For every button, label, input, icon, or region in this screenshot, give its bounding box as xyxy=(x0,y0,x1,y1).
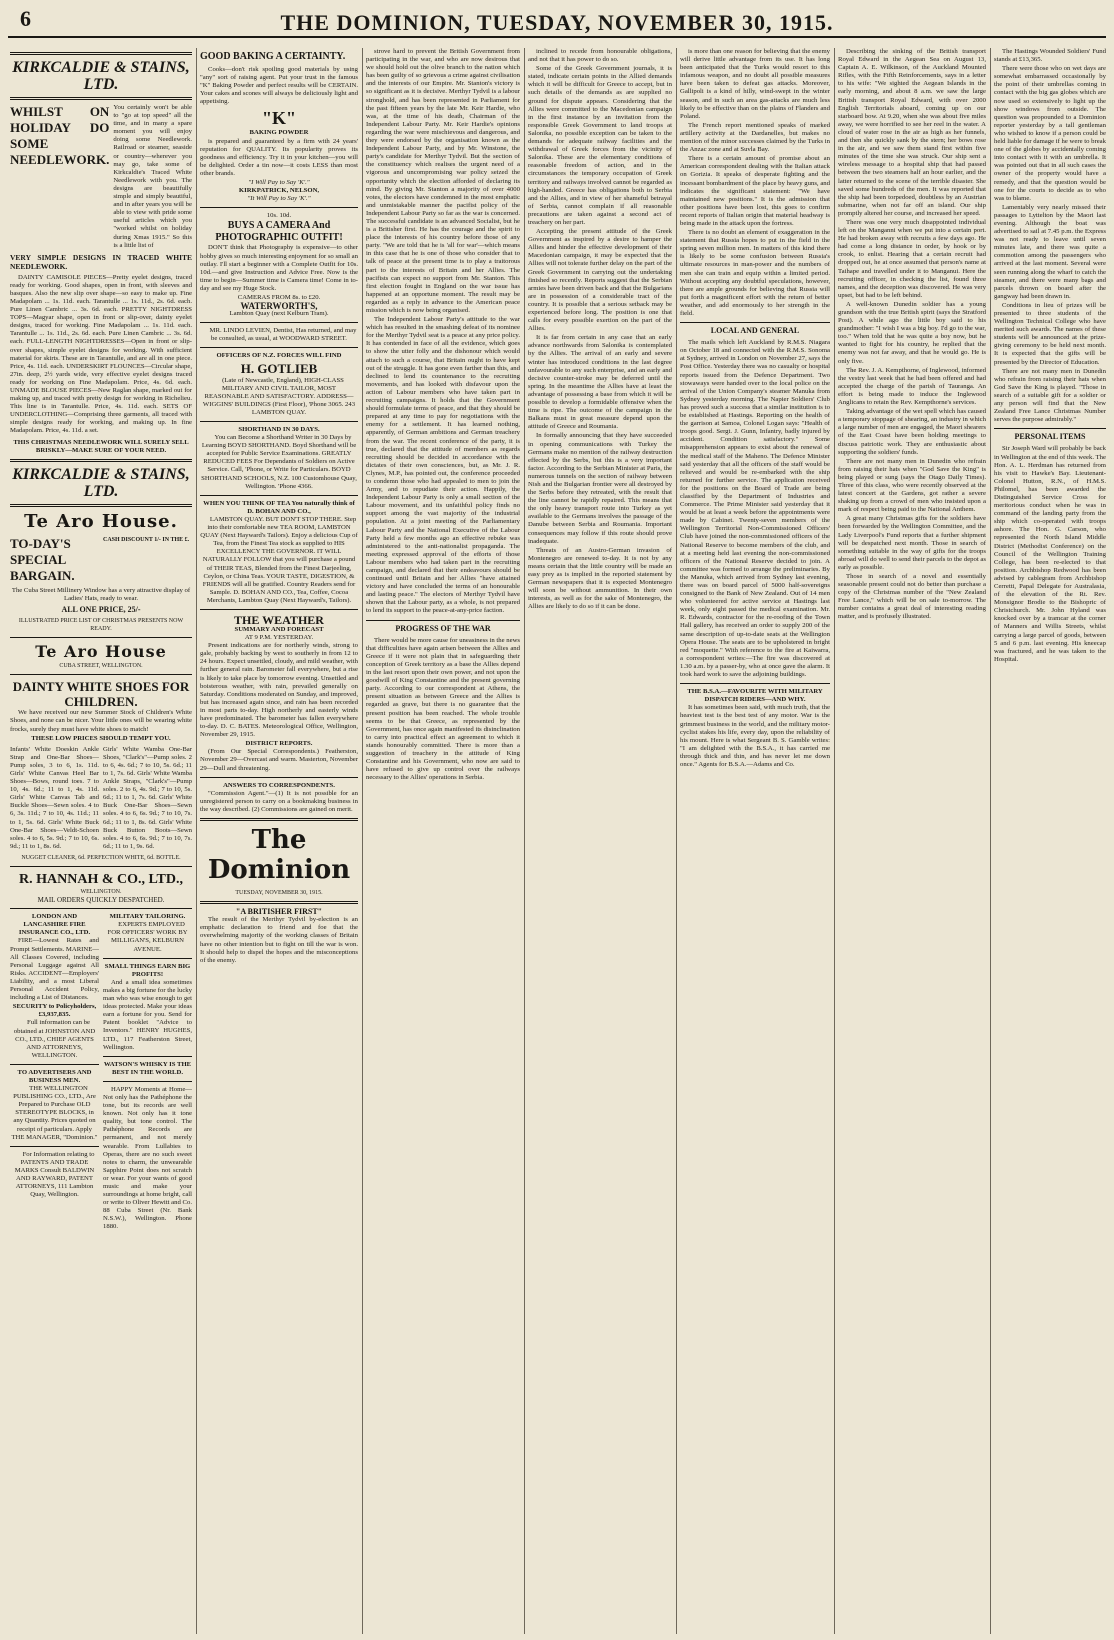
gorizia: There is a certain amount of promise about an American correspondent dealing with the Italian attack on Gorizia. It speaks of desperate fighting and the incessant bombardment of the place by heavy guns, and indicates the significant statement: "We have maintained new positions." It is the admission that other positions have been lost, this goes to confirm recent reports of Italian origin that material headway is being made in the attack upon the fortress. xyxy=(680,155,830,227)
royal-edward: Describing the sinking of the British transport Royal Edward in the Aegean Sea on August 13, Captain A. E. Wilkinson, of the Auckland Mounted Rifles, with the Fifth Reinforcements, says in a letter to his wife: "We sighted the Aegean Islands in the early morning, and about 8 a.m. we saw the large British transport Royal Edward, with over 2000 English Territorials aboard, coming up on our starboard bow. At 9.20, when she was about five miles away, we were horrified to see her reel in the water. A cloud of water rose in the air as high as her funnels, and then she quickly sank by the stern; her bows rose in the air, and we saw them stand first within five minutes of the time she was struck. Our ship sent a wireless message to a hospital ship that had passed between the two steamers half an hour earlier, and the latter returned to the scene of the terrible disaster. She saved some hundreds of the men. It was reported that the ship had been torpedoed, doubtless by an Austrian submarine, when not far off an island. Our ship promptly altered her course, and increased her speed. xyxy=(838,48,986,217)
correspondents-heading: ANSWERS TO CORRESPONDENTS. xyxy=(223,781,335,789)
progress-body: There would be more cause for uneasiness in the news that difficulties have again arisen between the Allies and Greece if it were not plain that in safeguarding their conception of Greek territory as a base the Allies depend in the last resort upon their own power, and not upon the goodwill of King Constantine and the present governing party. According to our correspondent at Athens, the present situation as between Greece and the Allies is regarded as grave, but there is no guarantee that the present position has been reached. The whole trouble seems to be that Greece, as represented by the Government, has once again manifested its disinclination to carry into practical effect an agreement to which it stands honourably committed. There is more than a suggestion of treachery in the attitude of King Constantine and his Government, who now are said to have refused to give up control over the railways necessary to the Allies' operations in Serbia. xyxy=(366,636,520,782)
personal-body: Sir Joseph Ward will probably be back in Wellington at the end of this week. The Hon. A. L. Herdman has returned from his visit to Hawke's Bay. Lieutenant-Colonel Hutton, R.N., of H.M.S. Philomel, has been awarded the Distinguished Service Cross for meritorious conduct when he was in command of the landing party from the ship which co-operated with troops ashore. The Hon. G. Carson, who represented the North Island Middle District (Methodist Conference) on the Council of the Wellington Training College, has been re-elected to that position. Archbishop Redwood has been advised by cablegram from Archbishop Cerretti, Papal Delegate for Australasia, of the elevation of the Rt. Rev. Monsignor Brodie to the Bishopric of Christchurch. Mr. John Hyland was knocked over by a tramcar at the corner of Manners and Willis Streets, whilst carrying a large parcel of goods, between 5 and 6 p.m. last evening. His kneecap was fractured, and he was taken to the Hospital. xyxy=(994,445,1106,663)
levien-ad: MR. LINDO LEVIEN, Dentist, Has returned, and may be consulted, as usual, at WOODWARD STREET. xyxy=(209,327,357,343)
k-slogan: "I Will Pay to Say 'K'." xyxy=(248,179,310,187)
k-brand: "K" xyxy=(262,108,296,129)
divider xyxy=(10,459,192,462)
insurance-info: Full information can be obtained at JOHNSTON AND CO., LTD., CHIEF AGENTS AND ATTORNEYS, WELLINGTON. xyxy=(13,1019,96,1059)
camera-price-pre: 10s. 10d. xyxy=(266,212,292,220)
christmas-gifts: A great many Christmas gifts for the soldiers have been forwarded by the Wellington Committee, and the Lady Liverpool's Fund reports that a further shipment will be despatched next month. Those in search of something suitable in the way of gifts for the troops abroad will do well to send their parcels to the depot as early as possible. xyxy=(838,515,986,571)
district-body: (From Our Special Correspondents.) Featherston, November 29—Overcast and warm. Masterton, November 29—Dull and threatening. xyxy=(200,748,358,772)
dunedin-hats: There are not many men in Dunedin who refrain from raising their hats when God Save the King is played. "Those in search of a suitable gift for a soldier or any person will find that the New Zealand Free Lance Christmas Number serves the purpose admirably." xyxy=(994,367,1106,424)
divider xyxy=(200,609,358,610)
progress-heading: PROGRESS OF THE WAR xyxy=(395,623,491,633)
divider xyxy=(680,683,830,684)
nugget-line: NUGGET CLEANER, 6d. PERFECTION WHITE, 6d. BOTTLE. xyxy=(21,854,181,861)
kirkpatrick: KIRKPATRICK, NELSON, xyxy=(238,187,320,195)
divider xyxy=(10,1064,99,1065)
divider xyxy=(103,958,192,959)
local-heading: LOCAL AND GENERAL xyxy=(710,326,800,336)
cuba-street: CUBA STREET, WELLINGTON. xyxy=(59,663,143,670)
divider xyxy=(10,674,192,675)
correspondents-body: "Commission Agent."—(1) It is not possible for an unregistered person to carry on a bookmaking business in the way described. (2) Commissions are gained on merit. xyxy=(200,789,358,813)
editorial-heading: "A BRITISHER FIRST" xyxy=(235,907,323,917)
column-6 xyxy=(838,48,986,1634)
divider xyxy=(994,428,1106,429)
free-lance: Those in search of a novel and essentially seasonable present could not do better than purchase a copy of the Christmas number of the "New Zealand Free Lance," which will be on sale to-morrow. The number contains a great deal of interesting reading matter, and is profusely illustrated. xyxy=(838,573,986,621)
divider xyxy=(200,818,358,821)
camera-heading: BUYS A CAMERA And PHOTOGRAPHIC OUTFIT! xyxy=(215,220,343,244)
divider xyxy=(200,495,358,496)
shoes-heading: DAINTY WHITE SHOES FOR CHILDREN. xyxy=(12,679,190,710)
technical-college: Conditions in lieu of prizes will be presented to three students of the Wellington Technical College who have merited such awards. The names of these students will be announced at the prize-giving ceremony to be held next month. It is expected that the gifts will be presented by the Director of Education. xyxy=(994,301,1106,366)
baking-heading: GOOD BAKING A CERTAINTY. xyxy=(200,51,346,62)
kirkcaldie-title: KIRKCALDIE & STAINS, LTD. xyxy=(12,59,190,93)
gotlieb-name: H. GOTLIEB xyxy=(240,360,318,376)
page-number: 6 xyxy=(20,6,31,31)
divider xyxy=(200,777,358,778)
hastings-fund: The Hastings Wounded Soldiers' Fund stands at £13,365. xyxy=(994,48,1106,64)
column-4 xyxy=(528,48,672,1634)
waterworth: WATERWORTH'S, xyxy=(240,301,318,312)
gotlieb-body: (Late of Newcastle, England), HIGH-CLASS MILITARY AND CIVIL TAILOR, MOST REASONABLE AND SATISFACTORY. ADDRESS—WIGGINS' BUILDINGS (First Floor), 'Phone 3065. 243 LAMBTON QUAY. xyxy=(202,376,356,416)
camera-body: DON'T think that Photography is expensive—to other hobby gives so much interesting enjoyment for so small an outlay. I'll start a beginner with a Complete Outfit for 10s. 10d.—and give Instruction and Advice Free. Now is the time to begin—Summer time is Camera time! Come in to-day and see my Huge Stock. xyxy=(200,244,358,292)
kirkcaldie-title-2: KIRKCALDIE & STAINS, LTD. xyxy=(12,465,190,500)
column-1 xyxy=(10,48,192,1634)
k-body: is prepared and guaranteed by a firm with 24 years' reputation for QUALITY. Its popularity proves its goodness and efficiency. Try it in your kitchen—you will be delighted. Order a tin now—it costs LESS than most other brands. xyxy=(200,137,358,177)
tea-body: LAMBTON QUAY. BUT DON'T STOP THERE. Step into their comfortable new TEA ROOM, LAMBTON QUAY (Next Hayward's Tailors). Enjoy a delicious Cup of Tea, from the Finest Tea stock as supplied to HIS EXCELLENCY THE GOVERNOR. IT WILL NATURALLY FOLLOW that you will purchase a pound of THEIR TEAS, Blended from the Finest Darjeeling, Ceylon, or China Teas. YOUR TASTE, DIGESTION, & FRIENDS will all be gratified. Country Readers send for Sample. D. BOHAN AND CO., Tea, Coffee, Cocoa Merchants, Lambton Quay (Next Hayward's, Tailors). xyxy=(200,515,358,604)
weather-subheading: SUMMARY AND FORECAST xyxy=(234,625,324,633)
montenegro: Threats of an Austro-German invasion of Montenegro are renewed to-day. It is not by any means certain that the little country will be made an easy prey as is implied in the reported statement by German newspapers that it is expected Montenegro will soon be without ammunition. In their own interests, as well as for the sake of Montenegro, the Allies are likely to do so if it can be done. xyxy=(528,546,672,611)
divider xyxy=(200,347,358,348)
manganui-recruit: There was one very much disappointed individual left on the Manganni when we put into a certain port. He had broken away with recruits a few days ago. He had come a long distance in order, by hook or by crook, to enlist. Hearing that a certain recruit had dropped out, he at once assumed that person's name at Taihape and travelled under it to Manganui. Here the recruiting officer, in checking the list, found three names, and the deception was discovered. He was very upset, but had to be left behind. xyxy=(838,218,986,299)
k-slogan-2: "It Will Pay to Say 'K'." xyxy=(247,195,311,203)
grandson: A well-known Dunedin soldier has a young grandson with the true British spirit (says the Stratford Post). A while ago the little boy said to his grandmother: "I wish I was a big boy. I'd go to the war, too." When told that he was quite a boy now, but he wanted to fight for his country, he replied that the enemy was not far away, and that he would go. He is only five. xyxy=(838,300,986,365)
column-rule xyxy=(196,48,197,1634)
hannah-sub: WELLINGTON. xyxy=(80,889,122,895)
divider xyxy=(10,866,192,867)
divider xyxy=(200,901,358,904)
k-subtitle: BAKING POWDER xyxy=(249,129,309,137)
turkey-communications: In formally announcing that they have succeeded in opening communications with Turkey the Germans make no mention of the railway destruction effected by the Serbs, but this is a very important factor. According to the Serbian Minister at Paris, the numerous tunnels on the section of railway between Nish and the Bulgarian frontier were all destroyed by the Serbs before they retreated, with the result that the line cannot be rapidly repaired. This means that the only heavy transport route into Turkey as yet available to the Germans involves the passage of the Danube between Serbia and Roumania. Important consequences may follow if this route should prove inadequate. xyxy=(528,432,672,545)
cash-discount: CASH DISCOUNT 1/- IN THE £. xyxy=(103,536,190,543)
weather-body: Present indications are for northerly winds, strong to gale, probably backing by west to southerly in from 12 to 24 hours. Expect unsettled, cloudy, and mild weather, with further general rain. Barometer fall everywhere, but a rise is likely to take place by tomorrow evening. Unsettled and boisterous weather, with rain, prevailed generally on Saturday. Conditions moderated on Sunday, and improved, but has increased again since, and rain has been recorded in most parts to-day. High northerly and easterly winds have predominated. The barometer has fallen everywhere to-day. D. C. BATES. Meteorological Office, Wellington, November 29, 1915. xyxy=(200,642,358,739)
divider xyxy=(10,504,192,507)
military-body: EXPERTS EMPLOYED FOR OFFICERS' WORK BY MILLIGAN'S, KELBURN AVENUE. xyxy=(107,921,188,953)
military-heading: MILITARY TAILORING. xyxy=(109,913,186,921)
officers-heading: OFFICERS OF N.Z. FORCES WILL FIND xyxy=(216,352,342,360)
page-header xyxy=(8,4,1106,38)
bsa-heading: THE B.S.A.—FAVOURITE WITH MILITARY DISPATCH RIDERS—AND WHY. xyxy=(687,688,823,704)
camera-prices: CAMERAS FROM 8s. to £20. xyxy=(237,293,321,301)
column-rule xyxy=(524,48,525,1634)
divider xyxy=(200,207,358,208)
editorial-body: The result of the Merthyr Tydvil by-election is an emphatic declaration to friend and foe that the overwhelming majority of the working classes of Britain have no other intention but to fight on till the war is won. It should help to dispel the hopes and the misconceptions of the enemy. xyxy=(200,916,358,964)
greece-attitude: Accepting the present attitude of the Greek Government as inspired by a desire to hamper the Allies and hinder the effective development of their Macedonian campaign, it may be expected that the Allies will not tolerate further delay on the part of the Greek Government in carrying out the undertaking finished so recently. Reports suggest that the Serbian armies have been driven back and that the Bulgarians are in possession of a considerable tract of the country. It is possible that a serious setback may be experienced before long. The position is one that calls for every possible exertion on the part of the Allies. xyxy=(528,228,672,333)
one-price: ALL ONE PRICE, 25/- xyxy=(61,604,141,614)
greece-continued: inclined to recede from honourable obligations, and not that it has power to do so. xyxy=(528,48,672,64)
masthead-line: THE DOMINION, TUESDAY, NOVEMBER 30, 1915. xyxy=(280,10,834,35)
weather-time: AT 9 P.M. YESTERDAY. xyxy=(244,634,314,642)
column-5 xyxy=(680,48,830,1634)
cuba-window: The Cuba Street Millinery Window has a very attractive display of Ladies' Hats, ready to wear. xyxy=(11,586,191,602)
column-7 xyxy=(994,48,1106,1634)
bsa-body: It has sometimes been said, with much truth, that the heaviest test is the best test of any motor. War is the grimmest business in the world, and the military motor-cyclist stakes his life, every day, upon the reliability of his mount. Here is what Sergeant B. S. Gamble writes: "I am delighted with the B.S.A., it has carried me through thick and thin, and has never let me down once." Agents for B.S.A.—Adams and Co. xyxy=(680,704,830,768)
gas-paragraph: is more than one reason for believing that the enemy will derive little advantage from its use. It has long been anticipated that the Turks would resort to this infamous weapon, and no doubt all possible measures have been taken to defeat gas attacks. Moreover, Gallipoli is a kind of hilly, wind-swept in the winter season, and in such an area gas-attacks are much less likely to be effective than on the plains of Flanders and Poland. xyxy=(680,48,830,120)
insurance-security: SECURITY to Policyholders, £3,937,835. xyxy=(12,1003,97,1019)
russia: There is no doubt an element of exaggeration in the statement that Russia hopes to put in the field in the spring seven million men. In matters of this kind there is likely to be some confusion between Russia's ultimate resources in man-power and the numbers of men she can train and equip within a limited period. Without accepting any doubtful speculations, however, there are ample grounds for believing that Russia will put forth a magnificent effort with the return of better weather, and add enormously to her strength in the field. xyxy=(680,229,830,317)
list-heading: VERY SIMPLE DESIGNS IN TRACED WHITE NEEDLEWORK. xyxy=(10,252,192,271)
shoes-right-list: Girls' White Wamba One-Bar Shoes, "Clark's"—Pump soles. 2 to 6, 4s. 6d.; 7 to 10, 5s. 6d.; 11 to 1, 7s. 6d. Girls' White Wamba Ankle Straps, "Clark's"—Pump soles. 2 to 6, 4s. 9d.; 7 to 10, 5s. 6d.; 11 to 1, 7s. 6d. Girls' White Buck One-Bar Shoes—Sewn soles. 4 to 6, 6s. 9d.; 7 to 10, 7s. 6d.; 11 to 1, 8s. 6d. Girls' White Buck Button Boots—Sewn soles. 4 to 6, 6s. 9d.; 7 to 10, 7s. 6d.; 11 to 1, 9s. 6d. xyxy=(103,745,192,850)
district-heading: DISTRICT REPORTS. xyxy=(245,740,313,748)
column-rule xyxy=(834,48,835,1634)
umbrellas: There were those who on wet days are somewhat embarrassed occasionally by the point of their umbrellas coming in contact with the big gas globes which are now used so extensively to light up the show windows from outside. The question was propounded to a Dominion reporter yesterday by a tall gentleman who wished to know if a person could be held liable for damage if he were to break one of the globes by accidentally coming into contact with it with an umbrella. It was pointed out that in all such cases the owner of the property would have a remedy, and that the question would be one for the courts to decide as to who was to blame. xyxy=(994,65,1106,202)
column-rule xyxy=(362,48,363,1634)
divider xyxy=(366,620,520,621)
divider xyxy=(200,322,358,323)
kempthorne: The Rev. J. A. Kempthorne, of Inglewood, informed the vestry last week that he had been offered and had accepted the charge of the parish of Tauranga. An effort is being made to induce the Inglewood Anglicans to retain the Rev. Kempthorne's services. xyxy=(838,366,986,407)
editorial-paragraph: The Independent Labour Party's attitude to the war which has resulted in the smashing defeat of its nominee for the Merthyr Tydvil seat is a peace at any price policy. It has contended in face of all the evidence, which goes to show the utter folly and the dishonour which would attach to such a course, that Britain ought to have kept out of the struggle. It has gone even farther than this, and declined to lend its countenance to the recruiting movements, and has looked with disfavour upon the action of Labour members who have taken part in recruiting campaigns. It holds that the Government should formulate terms of peace, and that they should be prepared at any time to pay for negotiations with the enemy for a settlement. It has learned nothing, apparently, of German ambitions and German treachery from the war. The recent conference of the party, it is true, declared that the attitude of members as regards recruiting should be decided in accordance with the dictates of their own consciences, but, as Mr. J. R. Clynes, M.P., has pointed out, the conference proceeded to condemn those who had appealed to men to join the Army, and to repudiate their action. Happily, the Independent Labour Party is only a small section of the Labour movement, and its unfaithful policy finds no support among the vast majority of the industrial population. At a joint meeting of the Parliamentary Labour Party and the National Executive of the Labour Party held a few months ago an effective rebuke was administered to the anti-nationalist propaganda. The meeting expressed approval of the efforts of those Labour members who had taken part in the recruiting campaign, and declared that their endeavours should be continued until Britain and her Allies "have attained victory and have concluded the terms of an honourable and lasting peace." The electors of Merthyr Tydvil have shown that the Labour party, as a whole, is not prepared to lend its support to the peace-at-any-price faction. xyxy=(366,316,520,615)
national-anthem: There are not many men in Dunedin who refrain from raising their hats when "God Save the King" is being played or sung (says the Otago Daily Times). Three of this class, who were recently observed at the latest concert at the Gardens, got rather a severe shaking up from a crowd of men who insisted upon a mark of respect being paid to the National Anthem. xyxy=(838,457,986,514)
te-aro-house-title: Te Aro House. xyxy=(24,510,178,532)
closing-line: THIS CHRISTMAS NEEDLEWORK WILL SURELY SELL BRISKLY—MAKE SURE OF YOUR NEED. xyxy=(13,438,189,454)
special-bargain: TO-DAY'S SPECIAL BARGAIN. xyxy=(10,535,75,583)
insurance-heading: LONDON AND LANCASHIRE FIRE INSURANCE CO., LTD. xyxy=(18,913,91,937)
masthead-date: TUESDAY, NOVEMBER 30, 1915. xyxy=(235,890,323,897)
divider xyxy=(200,421,358,422)
insurance-body: FIRE—Lowest Rates and Prompt Settlements. MARINE—All Classes Covered, including Personal Luggage against All Risks. ACCIDENT—Employers' Liability, and a most Liberal Personal Accident Policy, including a List of Distances. xyxy=(10,937,99,1002)
te-aro-house-title-2: Te Aro House xyxy=(35,642,167,662)
divider xyxy=(103,1081,192,1082)
divider xyxy=(10,52,192,55)
maori-passengers: Lamentably very nearly missed their passages to Lyttelton by the Maori last evening. Although the boat was advertised to sail at 7.45 p.m. the Express was not ready to leave until seven minutes late, and there was quite a commotion among the passengers who arrived at the last moment. Several were seen running along the wharf to catch the steamer, and there were many bags and parcels thrown on board after the gangway had been drawn in. xyxy=(994,203,1106,300)
holiday-intro: You certainly won't be able to "go at top speed" all the time, and in many a spare moment you will enjoy doing some Needlework. Railroad or steamer, seaside or country—wherever you may go, take some of Kirkcaldie's Traced White Needlework with you. The designs are beautifully simple and simply beautiful, and in after years you will be able to view with pride some useful articles which you "worked whilst on holiday during Xmas 1915." So this is a little list of xyxy=(113,104,192,249)
divider xyxy=(10,637,192,638)
shoes-subheading: THESE LOW PRICES SHOULD TEMPT YOU. xyxy=(31,734,171,742)
divider xyxy=(680,322,830,323)
maori-shearers: Taking advantage of the wet spell which has caused a temporary stoppage of shearing, an industry in which a large number of men are engaged, the Maori shearers of the East Coast have been holding meetings to discuss patriotic work. They are enthusiastic about supporting the soldiers' funds. xyxy=(838,408,986,456)
divider xyxy=(10,908,192,909)
dominion-masthead: The Dominion xyxy=(207,825,351,886)
greece-demands: Some of the Greek Government journals, it is stated, indicate certain points in the Allied demands which it will be difficult for Greece to accept, but in such details of the demands as are supplied no ground for dispute appears. Considering that the Allies were committed to the Macedonian campaign in the first instance by an invitation from the responsible Greek Government to land troops at Salonika, no possible exception can be taken to the demands for adequate railway facilities and the withdrawal of Greek forces from the vicinity of Salonika. These are the elementary conditions of reasonable freedom of action, and in the circumstances the temporary occupation of Greek territory and railways involved cannot be regarded as high-handed. Greece has obligations both to Serbia and the Allies, and in view of her shameful betrayal of Serbia, cannot complain if all reasonable precautions are taken against a second act of treachery on her part. xyxy=(528,65,672,226)
small-things-heading: SMALL THINGS EARN BIG PROFITS! xyxy=(104,962,191,978)
pathephone-ad: HAPPY Moments at Home—Not only has the Pathéphone the tone, but its records are well known. Not only has it tone quality, but tone control. The Pathéphone Records are permanent, and not merely wearable. From Lullabies to Operas, there are no such sweet notes to charm, the unwearable Sapphire Point does not scratch or wear. For your wants of good music and make your surroundings at home bright, call or write to Oliver Hewitt and Co. 88 Cuba Street (Nr. Bank N.S.W.), Wellington. Phone 1880. xyxy=(103,1085,192,1231)
shoes-intro: We have received our new Summer Stock of Children's White Shoes, and none can be nicer. Your little ones will be wearing white frocks, surely they must have white shoes to match! xyxy=(10,709,192,733)
tea-heading: WHEN YOU THINK OF TEA You naturally think of D. BOHAN AND CO., xyxy=(203,499,355,515)
salonika-advance: It is far from certain in any case that an early advance northwards from Salonika is contemplated by the Allies. The arrival of an early and severe winter has introduced conditions in the last degree unfavourable to any such enterprise, and an early and decisive counter-stroke may be deferred until the spring. In the meantime the Allies have at least the advantage of possessing a base from which it will be possible to develop a formidable offensive when the time is ripe. The outcome of the campaign in the Balkans must in great measure depend upon the attitude of Greece and Roumania. xyxy=(528,334,672,431)
shorthand-body: You can Become a Shorthand Writer in 30 Days by Learning BOYD SHORTHAND. Boyd Shorthand will be accepted for Public Service Examinations. GREATLY REDUCED FEES For Dependants of Soldiers on Active Service. Call, 'Phone, or Write for Particulars. BOYD SHORTHAND SCHOOLS, N.Z. 100 Customhouse Quay, Wellington. 'Phone 4366. xyxy=(201,434,357,490)
column-rule xyxy=(990,48,991,1634)
watson-ad: WATSON'S WHISKY IS THE BEST IN THE WORLD. xyxy=(103,1060,192,1076)
waterworth-address: Lambton Quay (next Kelburn Tram). xyxy=(229,310,329,318)
advertisers-heading: TO ADVERTISERS AND BUSINESS MEN. xyxy=(17,1068,92,1084)
advertisers-body: THE WELLINGTON PUBLISHING CO., LTD., Are Prepared to Purchase OLD STEREOTYPE BLOCKS, in any Quantity. Prices quoted on receipt of particulars. Apply THE MANAGER, "Dominion." xyxy=(11,1085,98,1141)
local-body: The mails which left Auckland by R.M.S. Niagara on October 18 and connected with the R.M.S. Sonoma at Sydney, arrived in London on November 27, says the Post Office. Yesterday there was no casualty or hospital reports issued from the Defence Department. Two stowaways were handed over to the local police on the arrival of the Union Company's steamer Manuka from Sydney yesterday morning. The Napier Soldiers' Club has proved such a success that a similar institution is to be established at Hastings. Reporting on the health of the garrison at Samoa, Colonel Logan says: "Health of troops good. Sergt. J. Gunn, Infantry, badly injured by accident. Condition satisfactory." Some misapprehension appears to exist about the renewal of the medical staff of the Maheno. The Defence Minister said yesterday that all the officers of the staff would be relieved and would be re-embarked with the ship returned for further service. The application received for the positions on the Board of Trade are being classified by the Department of Industries and Commerce. The Prime Minister said yesterday that it would be at least a week before the appointments were made by Cabinet. Twenty-seven members of the Wellington Territorial Non-Commissioned Officers' Club have joined the non-commissioned officers of the National Reserve to become members of the club, and at a meeting held last evening the non-commissioned officers of the National Reserve decided to join. A committee was formed to arrange the preliminaries. By the Manuka, which arrived from Sydney last evening, there was on board parcel of 5000 half-sovereigns consigned to the Bank of New Zealand. Out of 14 men who volunteered for active service at Hastings last week, only eight passed the medical examination. Mr. R. Edwards, contractor for the re-roofing of the Town Hall gallery, has received an order to supply 200 of the same description of up-to-date seats at the Wellington Opera House. The seats are to be upholstered in bright red "moquette." With reference to the fire at Kaiwarra, a correspondent writes:—The fire was discovered at 1.30 a.m. by a passer-by, who at once gave the alarm. It took hard work to save the adjoining buildings. xyxy=(680,339,830,679)
personal-heading: PERSONAL ITEMS xyxy=(1014,432,1086,442)
hannah-title: R. HANNAH & CO., LTD., xyxy=(19,872,183,887)
needlework-items: DAINTY CAMISOLE PIECES—Pretty eyelet designs, traced ready for working. Good shapes, open in front, with sleeves and basques. Also the new slip over shape—so easy to make up. Fine Madapolam ... 1s. 11d. each. Tarantulle ... 1s. 11d., 2s. 6d. each. Pure Linen Cambric ... 3s. 6d. each. PRETTY NIGHTDRESS TOPS—Magyar shape, open in front or slip-over, dainty eyelet designs, traced for working. Fine Madapolam ... 1s. 11d. each. Tarantulle ... 1s. 11d., 2s. 6d. each. Pure Linen Cambric ... 3s. 6d. each. FULL-LENGTH NIGHTDRESSES—Open in front or slip-over shapes, simple eyelet designs for working. With sufficient material for skirts. These are in Tarantulle, and are all in one piece. Price, 4s. 11d. each. UNDERSKIRT FLOUNCES—Circular shape, 27in. deep, 2½ yards wide, very effective eyelet designs traced ready for working on Fine Madapolam. Price, 4s. 6d. each. UNMADE BLOUSE PIECES—New Raglan shape, marked out for making up, and traced with pretty design for working in Richelieu. This line is in Tarantulle. Price, 4s. 11d. each. SETS OF UNDERCLOTHING—Comprising three garments, all traced with simple designs ready for working, and making up. In fine Madapolam. Price, 4s. 11d. a set. xyxy=(10,273,192,435)
divider xyxy=(103,1056,192,1057)
divider xyxy=(10,1146,99,1147)
french-report: The French report mentioned speaks of marked artillery activity at the Dardanelles, but makes no mention of the minor successes claimed by the Turks in the Anzac zone and at Suvla Bay. xyxy=(680,121,830,154)
small-things-body: And a small idea sometimes makes a big fortune for the lucky man who was wise enough to get ideas protected. Make your ideas earn a fortune for you. Send for Patent booklet "Advice to Inventors." HENRY HUGHES, LTD., 117 Featherston Street, Wellington. xyxy=(103,978,192,1051)
weather-heading: THE WEATHER xyxy=(234,612,324,627)
baking-body: Cooks—don't risk spoiling good materials by using "any" sort of raising agent. Put your trust in the famous "K" Baking Powder and perfect results will be CERTAIN. Your cakes and scones will always be deliciously light and appetising. xyxy=(200,66,358,106)
column-rule xyxy=(676,48,677,1634)
editorial-continued: strove hard to prevent the British Government from participating in the war, and who are now desirous that we should hold out the olive branch to the nation which has been guilty of so grievous a crime against civilisation and the interests of our Empire. Mr. Stanton's victory is so significant as it is decisive. Merthyr Tydvil is a labour stronghold, and has been represented in Parliament for the past fifteen years by the late Mr. Keir Hardie, who was, at the time of his death, Chairman of the Independent Labour Party. Mr. Keir Hardie's opinions regarding the war were mischievous and dangerous, and they were endorsed by the organisation known as the Independent Labour Party, and by Mr. Winstone, the party's candidate for Merthyr Tydvil. But the section of the constituency which realises the urgent need of a vigorous and uncompromising war policy seized the opportunity which the election afforded of declaring its mind. By giving Mr. Stanton a majority of over 4000 votes, the electors have condemned in the most emphatic and unmistakable manner the pacifist policy of the Independent Labour Party so far as the war is concerned. The successful candidate is an advanced Socialist, but he is a Britisher first. He has the courage and the spirit to place the interests of his country before those of any party. "We are told that he is 'all for war'—which means in this case that he is one of those who consider that to talk of peace at the present time is to play a traitorous part to the interests of Britain and her Allies. The pacifists can expect no support from Mr. Stanton. This first election fought in England on the war issue has happened at an opportune moment. The result may be regarded as a reply in advance to the American peace mission which is now being organised. xyxy=(366,48,520,314)
column-2 xyxy=(200,48,358,1634)
mail-orders: MAIL ORDERS QUICKLY DESPATCHED. xyxy=(37,896,165,905)
shorthand-heading: SHORTHAND IN 30 DAYS. xyxy=(238,426,320,433)
divider xyxy=(10,97,192,100)
shoes-left-list: Infants' White Doeskin Ankle Strap and One-Bar Shoes—Pump soles, 3 to 6, 1s. 11d. Girls' White Canvas Heel Bar Shoes—Bows, round toes. 7 to 10, 4s. 6d.; 11 to 1, 4s. 11d. Girls' White Canvas Tab and Buckle Shoes—Sewn soles. 4 to 6, 3s. 11d.; 7 to 10, 4s. 11d.; 11 to 1, 5s. 6d. Girls' White Buck One-Bar Shoes—Veldt-Schoen soles. 4 to 6, 5s. 9d.; 7 to 10, 6s. 9d.; 11 to 1, 8s. 6d. xyxy=(10,745,99,850)
holiday-headline: WHILST ON HOLIDAY DO SOME NEEDLEWORK. xyxy=(10,104,110,167)
price-list: ILLUSTRATED PRICE LIST OF CHRISTMAS PRESENTS NOW READY. xyxy=(18,618,184,633)
patents-ad: For Information relating to PATENTS AND TRADE MARKS Consult BALDWIN AND RAYWARD, PATENT ATTORNEYS, 111 Lambton Quay, Wellington. xyxy=(14,1150,95,1199)
column-3 xyxy=(366,48,520,1634)
